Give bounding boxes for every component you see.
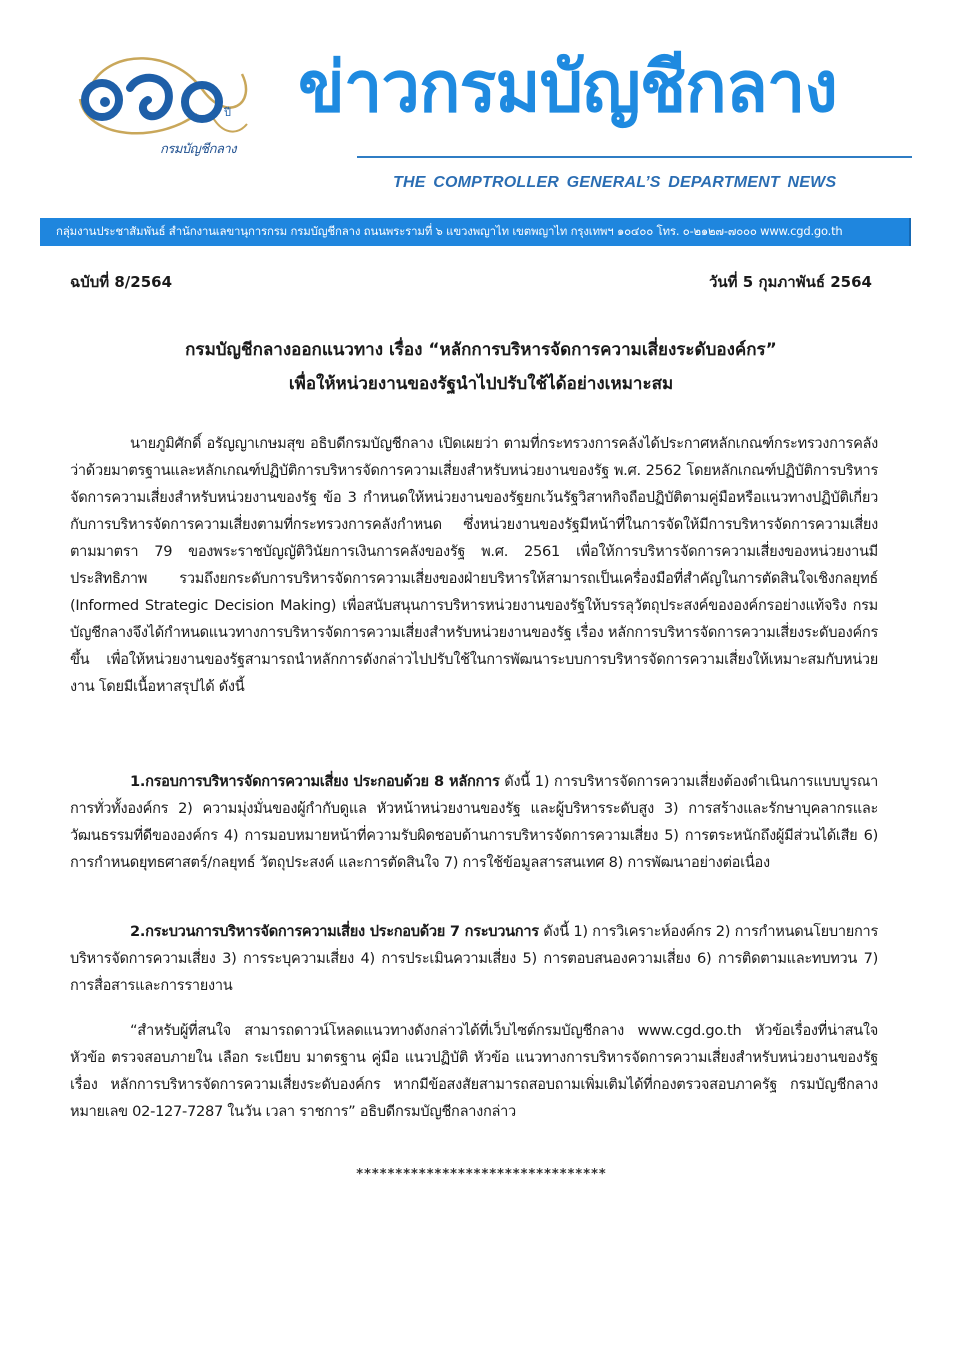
logo-suffix: ปี [224,106,231,119]
masthead-subtitle-en: THE COMPTROLLER GENERAL’S DEPARTMENT NEWS [393,174,837,191]
contact-info-bar [40,218,911,246]
contact-info-text: กลุ่มงานประชาสัมพันธ์ สำนักงานเลขานุการกรม กรมบัญชีกลาง ถนนพระรามที่ ๖ แขวงพญาไท เขตพญาไท กรุงเทพฯ ๑๐๔๐๐ โทร. ๐-๒๑๒๗-๗๐๐๐ www.cgd.go.th [56,224,843,238]
process-heading: 2.กระบวนการบริหารจัดการความเสี่ยง ประกอบด้วย 7 กระบวนการ [130,923,539,940]
end-divider: ******************************** [355,1167,607,1182]
body-paragraph-intro: นายภูมิศักดิ์ อรัญญาเกษมสุข อธิบดีกรมบัญชีกลาง เปิดเผยว่า ตามที่กระทรวงการคลังได้ประกาศหลักเกณฑ์กระทรวงการคลังว่าด้วยมาตรฐานและหลักเกณฑ์ปฏิบัติการบริหารจัดการความเสี่ยงสำหรับหน่วยงานของรัฐ พ.ศ. 2562 โดยหลักเกณฑ์ปฏิบัติการบริหารจัดการความเสี่ยงสำหรับหน่วยงานของรัฐ ข้อ 3 กำหนดให้หน่วยงานของรัฐยกเว้นรัฐวิสาหกิจถือปฏิบัติตามคู่มือหรือแนวทางปฏิบัติเกี่ยวกับการบริหารจัดการความเสี่ยงตามที่กระทรวงการคลังกำหนด ซึ่งหน่วยงานของรัฐมีหน้าที่ในการจัดให้มีการบริหารจัดการความเสี่ยง ตามมาตรา 79 ของพระราชบัญญัติวินัยการเงินการคลังของรัฐ พ.ศ. 2561 เพื่อให้การบริหารจัดการความเสี่ยงของหน่วยงานมีประสิทธิภาพ รวมถึงยกระดับการบริหารจัดการความเสี่ยงของฝ่ายบริหารให้สามารถเป็นเครื่องมือที่สำคัญในการตัดสินใจเชิงกลยุทธ์ (Informed Strategic Decision Making) เพื่อสนับสนุนการบริหารหน่วยงานของรัฐให้บรรลุวัตถุประสงค์ขององค์กรอย่างแท้จริง กรมบัญชีกลางจึงได้กำหนดแนวทางการบริหารจัดการความเสี่ยงสำหรับหน่วยงานของรัฐ เรื่อง หลักการบริหารจัดการความเสี่ยงระดับองค์กรขึ้น เพื่อให้หน่วยงานของรัฐสามารถนำหลักการดังกล่าวไปปรับใช้ในการพัฒนาระบบการบริหารจัดการความเสี่ยงให้เหมาะสมกับหน่วยงาน โดยมีเนื้อหาสรุปได้ ดังนี้ [70,435,878,695]
logo-caption: กรมบัญชีกลาง [160,142,237,157]
issue-number: ฉบับที่ 8/2564 [70,273,173,291]
issue-date: วันที่ 5 กุมภาพันธ์ 2564 [709,273,872,291]
framework-text: ดังนี้ 1) การบริหารจัดการความเสี่ยงต้องดำเนินการแบบบูรณาการทั่วทั้งองค์กร 2) ความมุ่งมั่นของผู้กำกับดูแล หัวหน้าหน่วยงานของรัฐ และผู้บริหารระดับสูง 3) การสร้างและรักษาบุคลากรและวัฒนธรรมที่ดีขององค์กร 4) การมอบหมายหน้าที่ความรับผิดชอบด้านการบริหารจัดการความเสี่ยง 5) การตระหนักถึงผู้มีส่วนได้เสีย 6) การกำหนดยุทธศาสตร์/กลยุทธ์ วัตถุประสงค์ และการตัดสินใจ 7) การใช้ข้อมูลสารสนเทศ 8) การพัฒนาอย่างต่อเนื่อง [70,773,878,871]
masthead-divider [357,156,912,158]
framework-heading: 1.กรอบการบริหารจัดการความเสี่ยง ประกอบด้วย 8 หลักการ [130,773,500,790]
body-paragraph-framework [70,768,878,876]
headline-line-1: กรมบัญชีกลางออกแนวทาง เรื่อง “หลักการบริหารจัดการความเสี่ยงระดับองค์กร” [185,340,777,360]
masthead-title: ข่าวกรมบัญชีกลาง [298,46,837,128]
body-paragraph-quote: “สำหรับผู้ที่สนใจ สามารถดาวน์โหลดแนวทางดังกล่าวได้ที่เว็บไซต์กรมบัญชีกลาง www.cgd.go.th หัวข้อเรื่องที่น่าสนใจ หัวข้อ ตรวจสอบภายใน เลือก ระเบียบ มาตรฐาน คู่มือ แนวปฏิบัติ หัวข้อ แนวทางการบริหารจัดการความเสี่ยงสำหรับหน่วยงานของรัฐ เรื่อง หลักการบริหารจัดการความเสี่ยงระดับองค์กร หากมีข้อสงสัยสามารถสอบถามเพิ่มเติมได้ที่กองตรวจสอบภาครัฐ กรมบัญชีกลาง หมายเลข 02-127-7287 ในวัน เวลา ราชการ” อธิบดีกรมบัญชีกลางกล่าว [70,1022,878,1120]
process-text: ดังนี้ 1) การวิเคราะห์องค์กร 2) การกำหนดนโยบายการบริหารจัดการความเสี่ยง 3) การระบุความเสี่ยง 4) การประเมินความเสี่ยง 5) การตอบสนองความเสี่ยง 6) การติดตามและทบทวน 7) การสื่อสารและการรายงาน [70,923,878,994]
body-paragraph-process [70,918,878,999]
headline-line-2: เพื่อให้หน่วยงานของรัฐนำไปปรับใช้ได้อย่างเหมาะสม [288,374,674,394]
